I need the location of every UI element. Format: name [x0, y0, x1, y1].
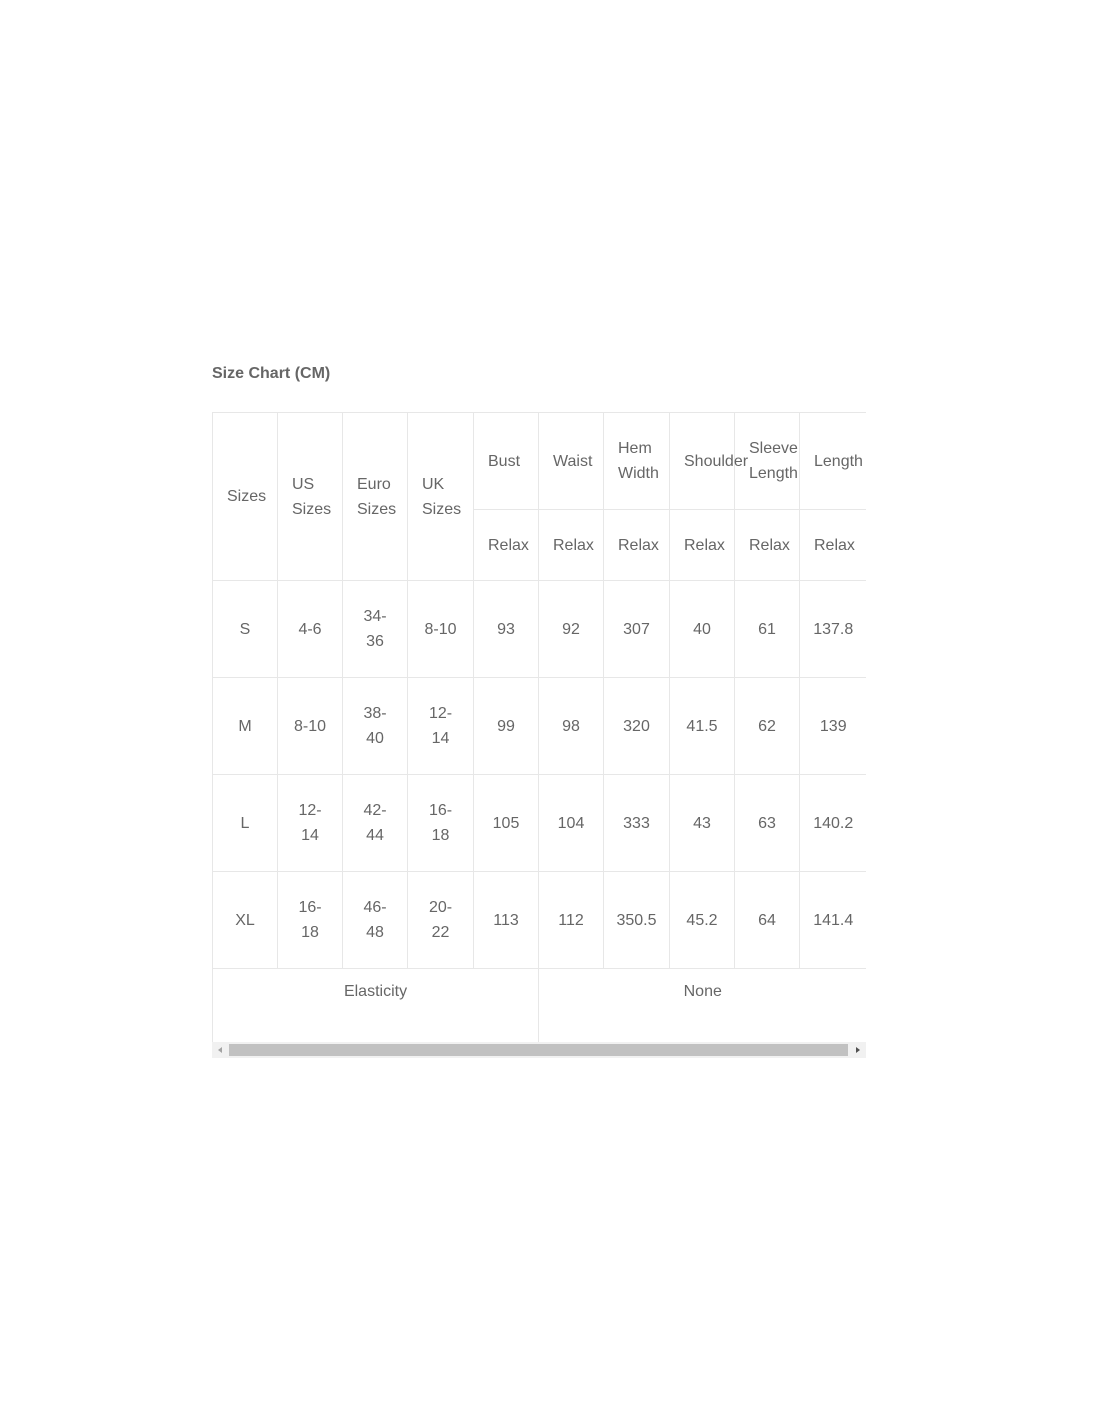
cell-uk: 16-18	[408, 775, 474, 872]
header-row	[213, 413, 867, 510]
subheader-relax: Relax	[670, 510, 735, 581]
cell-shoulder: 43	[670, 775, 735, 872]
header-length: Length	[800, 413, 867, 510]
cell-us: 8-10	[278, 678, 343, 775]
cell-sleeve-length: 62	[735, 678, 800, 775]
cell-us: 12-14	[278, 775, 343, 872]
cell-size: M	[213, 678, 278, 775]
cell-hem-width: 320	[604, 678, 670, 775]
header-uk-sizes: UK Sizes	[408, 413, 474, 581]
cell-size: XL	[213, 872, 278, 969]
scroll-left-arrow-icon[interactable]	[212, 1042, 228, 1058]
cell-size: L	[213, 775, 278, 872]
cell-length: 141.4	[800, 872, 867, 969]
cell-sleeve-length: 64	[735, 872, 800, 969]
size-chart-title: Size Chart (CM)	[212, 365, 331, 382]
cell-bust: 93	[474, 581, 539, 678]
cell-size: S	[213, 581, 278, 678]
header-shoulder: Shoulder	[670, 413, 735, 510]
cell-waist: 112	[539, 872, 604, 969]
cell-hem-width: 350.5	[604, 872, 670, 969]
cell-bust: 105	[474, 775, 539, 872]
cell-euro: 34-36	[343, 581, 408, 678]
scroll-right-arrow-icon[interactable]	[850, 1042, 866, 1058]
subheader-relax: Relax	[800, 510, 867, 581]
cell-waist: 98	[539, 678, 604, 775]
table-row	[213, 581, 867, 678]
header-us-sizes: US Sizes	[278, 413, 343, 581]
cell-euro: 38-40	[343, 678, 408, 775]
cell-length: 140.2	[800, 775, 867, 872]
elasticity-value: None	[539, 969, 867, 1050]
cell-sleeve-length: 61	[735, 581, 800, 678]
cell-shoulder: 41.5	[670, 678, 735, 775]
cell-uk: 8-10	[408, 581, 474, 678]
cell-us: 16-18	[278, 872, 343, 969]
cell-uk: 20-22	[408, 872, 474, 969]
subheader-relax: Relax	[539, 510, 604, 581]
header-euro-sizes: Euro Sizes	[343, 413, 408, 581]
header-waist: Waist	[539, 413, 604, 510]
cell-bust: 99	[474, 678, 539, 775]
elasticity-label: Elasticity	[213, 969, 539, 1050]
cell-hem-width: 307	[604, 581, 670, 678]
size-chart-table	[212, 412, 866, 1050]
header-sleeve-length: Sleeve Length	[735, 413, 800, 510]
cell-waist: 104	[539, 775, 604, 872]
table-row	[213, 678, 867, 775]
table-row	[213, 775, 867, 872]
cell-us: 4-6	[278, 581, 343, 678]
header-bust: Bust	[474, 413, 539, 510]
subheader-relax: Relax	[604, 510, 670, 581]
cell-euro: 46-48	[343, 872, 408, 969]
subheader-relax: Relax	[474, 510, 539, 581]
cell-waist: 92	[539, 581, 604, 678]
cell-shoulder: 45.2	[670, 872, 735, 969]
size-chart-scroll-container[interactable]	[212, 412, 866, 1058]
cell-euro: 42-44	[343, 775, 408, 872]
cell-shoulder: 40	[670, 581, 735, 678]
subheader-relax: Relax	[735, 510, 800, 581]
table-row	[213, 872, 867, 969]
cell-uk: 12-14	[408, 678, 474, 775]
cell-sleeve-length: 63	[735, 775, 800, 872]
cell-length: 139	[800, 678, 867, 775]
horizontal-scrollbar[interactable]	[212, 1042, 866, 1058]
scrollbar-thumb[interactable]	[229, 1044, 848, 1056]
cell-hem-width: 333	[604, 775, 670, 872]
cell-bust: 113	[474, 872, 539, 969]
cell-length: 137.8	[800, 581, 867, 678]
header-hem-width: Hem Width	[604, 413, 670, 510]
header-sizes: Sizes	[213, 413, 278, 581]
elasticity-row	[213, 969, 867, 1050]
